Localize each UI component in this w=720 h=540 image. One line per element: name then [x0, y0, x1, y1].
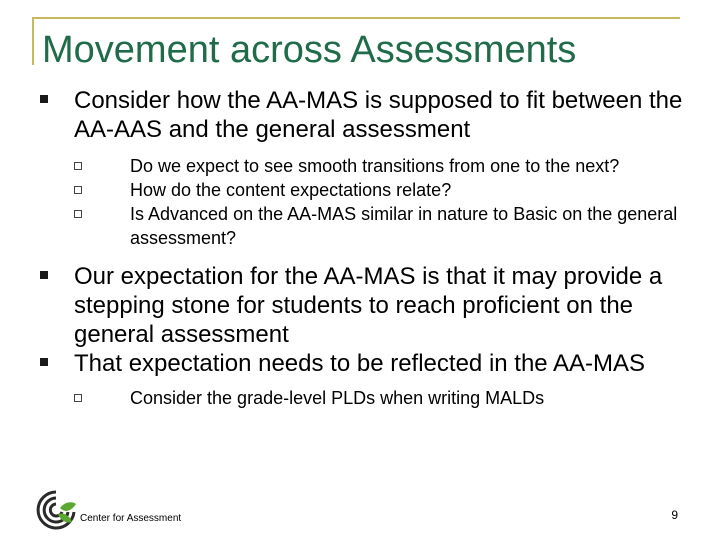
page-number: 9 — [671, 508, 678, 522]
hollow-square-bullet-icon — [74, 210, 82, 218]
hollow-square-bullet-icon — [74, 162, 82, 170]
sub-bullet-item — [74, 202, 690, 250]
sub-bullet-text: How do the content expectations relate? — [130, 180, 452, 200]
title-frame-left — [32, 17, 34, 65]
slide-content — [40, 86, 690, 422]
bullet-item — [40, 86, 690, 144]
bullet-text: Consider how the AA-MAS is supposed to fit between the AA-AAS and the general assessment — [74, 87, 683, 143]
sub-bullet-text: Do we expect to see smooth transitions from one to the next? — [130, 156, 620, 176]
bullet-group-1 — [40, 86, 690, 250]
sub-bullet-text: Consider the grade-level PLDs when writing MALDs — [130, 388, 545, 408]
bullet-item — [40, 349, 690, 378]
hollow-square-bullet-icon — [74, 394, 82, 402]
title-frame-top — [32, 17, 680, 19]
bullet-text: That expectation needs to be reflected in the AA-MAS — [74, 350, 646, 377]
bullet-text: Our expectation for the AA-MAS is that it may provide a stepping stone for students to reach proficient on the general assessment — [74, 263, 663, 348]
sub-bullet-item — [74, 154, 690, 178]
square-bullet-icon — [40, 95, 48, 103]
square-bullet-icon — [40, 358, 48, 366]
center-for-assessment-logo-icon — [34, 488, 78, 532]
sub-bullet-text: Is Advanced on the AA-MAS similar in nature to Basic on the general assessment? — [130, 204, 678, 248]
footer-org-name: Center for Assessment — [80, 513, 182, 524]
sub-bullet-item — [74, 178, 690, 202]
slide-title: Movement across Assessments — [42, 29, 577, 71]
hollow-square-bullet-icon — [74, 186, 82, 194]
square-bullet-icon — [40, 271, 48, 279]
bullet-item — [40, 262, 690, 349]
bullet-group-3 — [40, 349, 690, 410]
sub-bullet-item — [74, 386, 690, 410]
